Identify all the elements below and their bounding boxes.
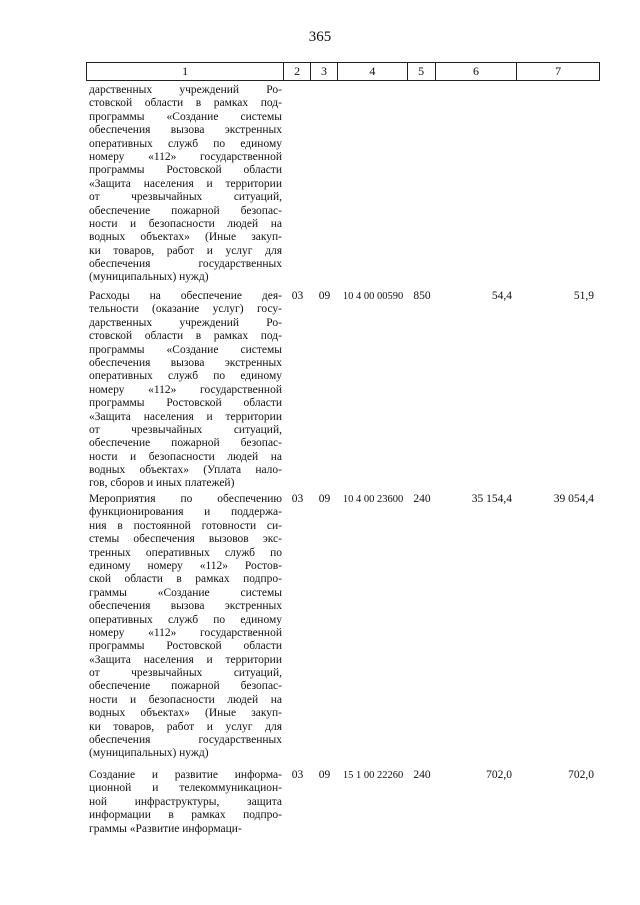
table-header — [86, 62, 600, 81]
table-row — [86, 769, 600, 836]
table-row — [86, 493, 600, 761]
description-line: водных объектах» (Иные закуп- — [89, 707, 282, 720]
header-col-1: 1 — [87, 63, 284, 80]
cell-subsection — [311, 84, 338, 285]
description-line: дарственных учреждений Ро- — [89, 316, 282, 329]
description-line: Расходы на обеспечение дея- — [89, 290, 282, 302]
cell-section: 03 — [291, 769, 304, 781]
description-line: стемы обеспечения вызовов экс- — [89, 533, 282, 546]
description-line: программы Ростовской области — [89, 164, 282, 177]
description-line: обеспечения государственных — [89, 258, 282, 271]
description-line: оперативных служб по единому — [89, 370, 282, 383]
description-line: «Защита населения и территории — [89, 653, 282, 666]
cell-target-article — [338, 84, 408, 285]
cell-subsection: 09 — [318, 769, 331, 781]
description-line: ки товаров, работ и услуг для — [89, 720, 282, 733]
description-line: ки товаров, работ и услуг для — [89, 244, 282, 257]
cell-amount-1: 35 154,4 — [471, 493, 512, 505]
description-line: ния в постоянной готовности си- — [89, 519, 282, 532]
description-line: обеспечение пожарной безопас- — [89, 437, 282, 450]
description-line: «Защита населения и территории — [89, 410, 282, 423]
cell-amount-2: 51,9 — [573, 290, 594, 302]
table-row — [86, 84, 600, 285]
description-line: (муниципальных) нужд) — [89, 747, 209, 760]
cell-subsection: 09 — [318, 493, 331, 505]
description-line: стовской области в рамках под- — [89, 330, 282, 343]
cell-amount-1: 702,0 — [486, 769, 512, 781]
cell-amount-1: 54,4 — [491, 290, 512, 302]
row-description — [86, 493, 284, 761]
description-line: (муниципальных) нужд) — [89, 271, 209, 284]
cell-expense-type: 240 — [413, 769, 431, 781]
description-line: «Защита населения и территории — [89, 177, 282, 190]
description-line: информации в рамках подпро- — [89, 809, 282, 822]
cell-section — [284, 84, 311, 285]
cell-amount-2: 39 054,4 — [553, 493, 594, 505]
description-line: водных объектах» (Иные закуп- — [89, 231, 282, 244]
cell-target-article: 10 4 00 23600 — [342, 494, 404, 505]
description-line: единому номеру «112» Ростов- — [89, 559, 282, 572]
header-col-7: 7 — [555, 64, 562, 78]
description-line: ной инфраструктуры, защита — [89, 795, 282, 808]
description-line: от чрезвычайных ситуаций, — [89, 423, 282, 436]
description-line: программы Ростовской области — [89, 397, 282, 410]
description-line: граммы «Создание системы — [89, 586, 282, 599]
description-line: программы «Создание системы — [89, 110, 282, 123]
description-line: номеру «112» государственной — [89, 150, 282, 163]
cell-target-article: 10 4 00 00590 — [342, 291, 404, 302]
description-line: от чрезвычайных ситуаций, — [89, 667, 282, 680]
description-line: ционной и телекоммуникацион- — [89, 782, 282, 795]
description-line: тельности (оказание услуг) госу- — [89, 303, 282, 316]
description-line: обеспечения вызова экстренных — [89, 600, 282, 613]
row-description — [86, 769, 284, 836]
cell-expense-type: 240 — [413, 493, 431, 505]
cell-subsection: 09 — [318, 290, 331, 302]
description-line: ности и безопасности людей на — [89, 450, 282, 463]
description-line: функционирования и поддержа- — [89, 506, 282, 519]
description-line: программы «Создание системы — [89, 343, 282, 356]
description-line: ской области в рамках подпро- — [89, 573, 282, 586]
description-line: Мероприятия по обеспечению — [89, 493, 282, 505]
cell-amount-2: 702,0 — [568, 769, 594, 781]
header-col-3: 3 — [311, 63, 338, 80]
description-line: обеспечение пожарной безопас- — [89, 680, 282, 693]
description-line: обеспечения государственных — [89, 734, 282, 747]
description-line: стовской области в рамках под- — [89, 97, 282, 110]
description-line: оперативных служб по единому — [89, 613, 282, 626]
cell-amount-1 — [436, 84, 518, 285]
cell-section: 03 — [291, 493, 304, 505]
description-line: обеспечения вызова экстренных — [89, 356, 282, 369]
cell-amount-2 — [518, 84, 600, 285]
table-row — [86, 290, 600, 491]
description-line: ности и безопасности людей на — [89, 693, 282, 706]
description-line: программы Ростовской области — [89, 640, 282, 653]
description-line: номеру «112» государственной — [89, 626, 282, 639]
page-number: 365 — [308, 29, 332, 45]
row-description — [86, 290, 284, 491]
header-col-2: 2 — [284, 63, 311, 80]
cell-expense-type — [408, 84, 436, 285]
description-line: ности и безопасности людей на — [89, 217, 282, 230]
description-line: граммы «Развитие информаци- — [89, 822, 242, 835]
description-line: Создание и развитие информа- — [89, 769, 282, 781]
header-col-4: 4 — [338, 63, 408, 80]
header-col-6: 6 — [436, 63, 518, 80]
cell-expense-type: 850 — [413, 290, 431, 302]
description-line: обеспечения вызова экстренных — [89, 124, 282, 137]
description-line: от чрезвычайных ситуаций, — [89, 191, 282, 204]
description-line: водных объектах» (Уплата нало- — [89, 464, 282, 477]
description-line: гов, сборов и иных платежей) — [89, 477, 235, 490]
description-line: обеспечение пожарной безопас- — [89, 204, 282, 217]
cell-target-article: 15 1 00 22260 — [342, 770, 404, 781]
description-line: оперативных служб по единому — [89, 137, 282, 150]
description-line: тренных оперативных служб по — [89, 546, 282, 559]
description-line: номеру «112» государственной — [89, 383, 282, 396]
cell-section: 03 — [291, 290, 304, 302]
row-description — [86, 84, 284, 285]
header-col-5: 5 — [408, 63, 436, 80]
description-line: дарственных учреждений Ро- — [89, 84, 282, 96]
